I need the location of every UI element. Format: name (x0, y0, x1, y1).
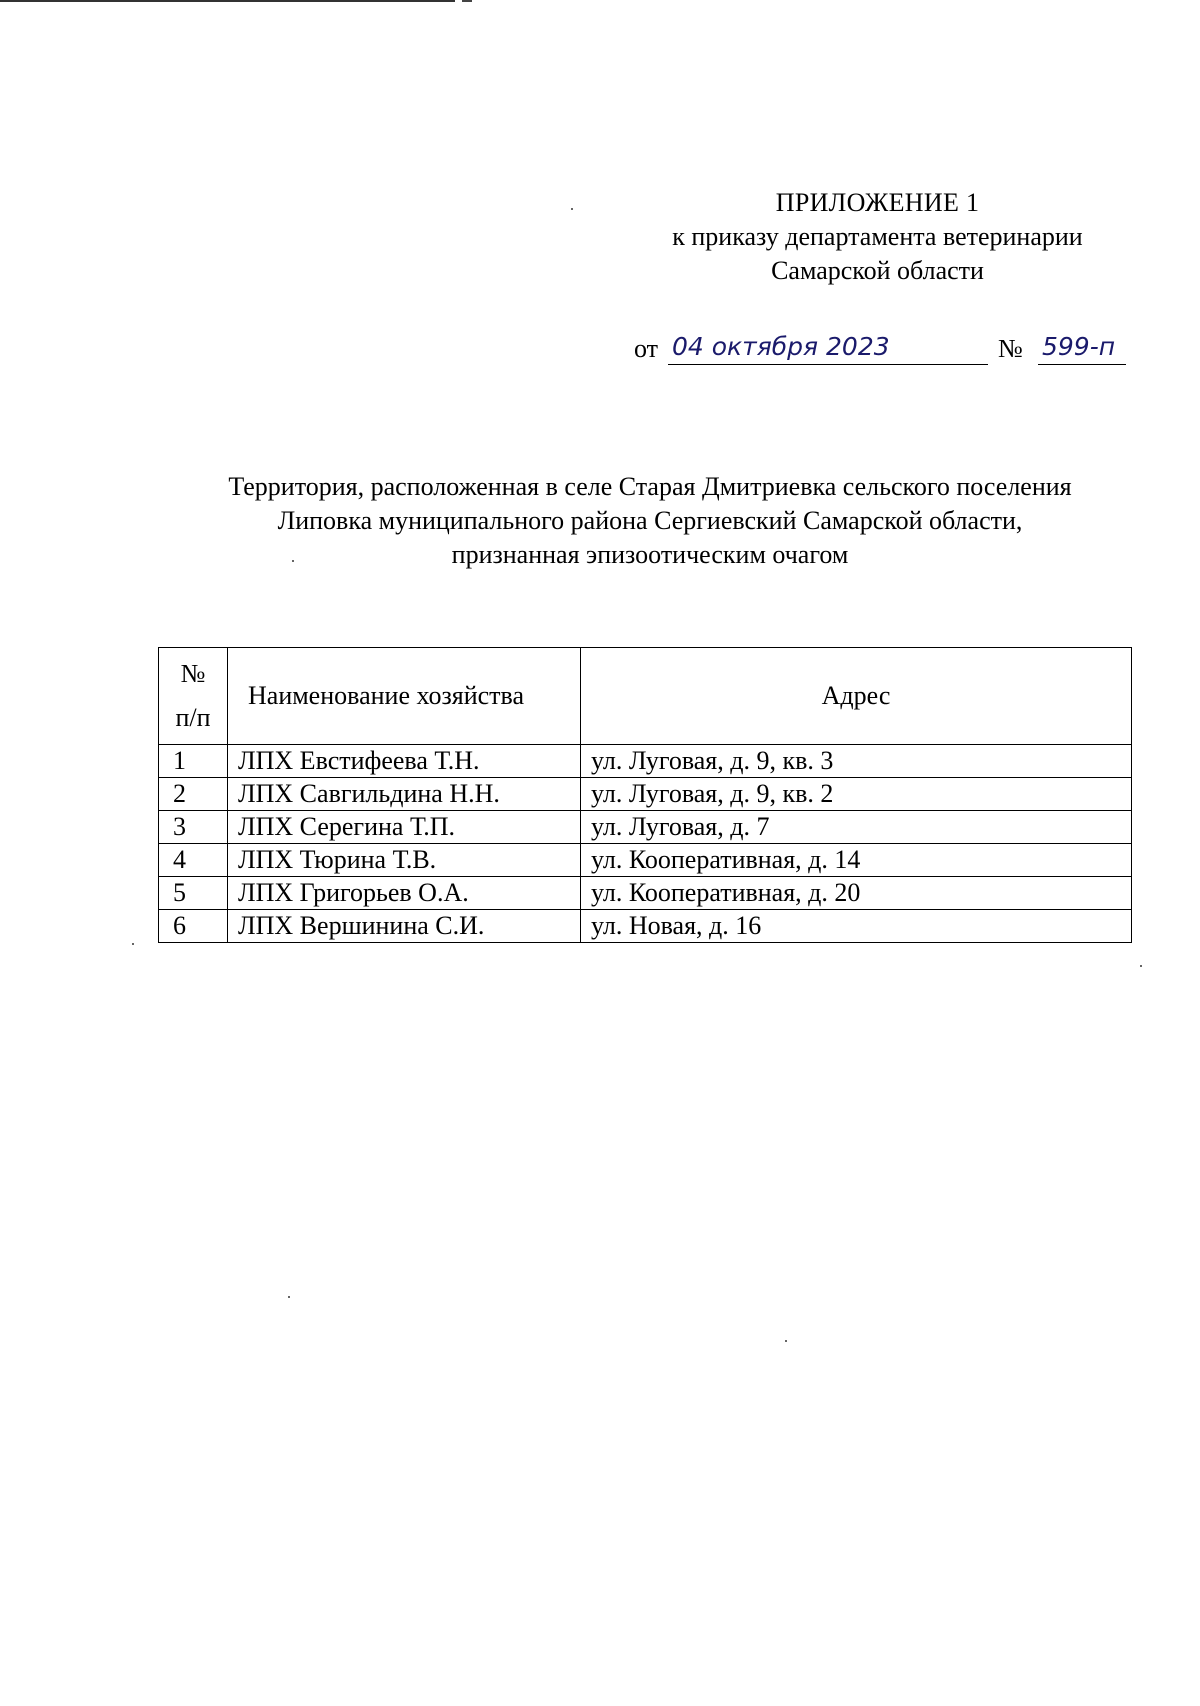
header-address: Адрес (581, 648, 1132, 745)
order-date-handwritten: 04 октября 2023 (668, 330, 988, 365)
heading-line-2: Липовка муниципального района Сергиевский Самарской области, (277, 506, 1023, 535)
header-number-symbol: № (180, 659, 206, 688)
table-row (159, 910, 1132, 943)
row-address: ул. Новая, д. 16 (581, 910, 1132, 943)
row-number: 3 (159, 811, 228, 844)
row-number: 4 (159, 844, 228, 877)
row-household-name: ЛПХ Тюрина Т.В. (228, 844, 581, 877)
scan-speck (785, 1340, 787, 1342)
table-header-row (159, 648, 1132, 745)
row-number: 5 (159, 877, 228, 910)
appendix-title: ПРИЛОЖЕНИЕ 1 (775, 188, 980, 217)
header-number (159, 648, 228, 745)
appendix-line-2: Самарской области (771, 256, 984, 285)
row-household-name: ЛПХ Григорьев О.А. (228, 877, 581, 910)
row-address: ул. Луговая, д. 9, кв. 2 (581, 778, 1132, 811)
row-number: 6 (159, 910, 228, 943)
document-heading (150, 470, 1150, 572)
heading-line-3: признанная эпизоотическим очагом (451, 540, 849, 569)
scan-speck (132, 943, 134, 945)
table-row (159, 844, 1132, 877)
header-number-abbrev: п/п (175, 703, 211, 732)
households-table (158, 647, 1132, 943)
header-household-name: Наименование хозяйства (228, 648, 581, 745)
row-household-name: ЛПХ Серегина Т.П. (228, 811, 581, 844)
row-number: 2 (159, 778, 228, 811)
scan-edge-line (0, 0, 455, 2)
appendix-line-1: к приказу департамента ветеринарии (672, 222, 1083, 251)
table-row (159, 811, 1132, 844)
table-row (159, 778, 1132, 811)
table-row (159, 877, 1132, 910)
row-household-name: ЛПХ Вершинина С.И. (228, 910, 581, 943)
scan-speck (1140, 965, 1142, 967)
order-number-handwritten: 599-п (1038, 330, 1126, 365)
order-from-label: от (634, 334, 659, 363)
row-address: ул. Луговая, д. 7 (581, 811, 1132, 844)
scan-edge-dash (462, 0, 472, 2)
heading-line-1: Территория, расположенная в селе Старая Дмитриевка сельского поселения (228, 472, 1072, 501)
scan-speck (571, 208, 573, 210)
row-number: 1 (159, 745, 228, 778)
table-row (159, 745, 1132, 778)
row-household-name: ЛПХ Савгильдина Н.Н. (228, 778, 581, 811)
scan-speck (288, 1296, 290, 1298)
order-number-label: № (998, 334, 1023, 363)
row-address: ул. Луговая, д. 9, кв. 3 (581, 745, 1132, 778)
appendix-header (620, 186, 1135, 288)
order-reference (634, 330, 1124, 370)
row-address: ул. Кооперативная, д. 20 (581, 877, 1132, 910)
row-household-name: ЛПХ Евстифеева Т.Н. (228, 745, 581, 778)
row-address: ул. Кооперативная, д. 14 (581, 844, 1132, 877)
